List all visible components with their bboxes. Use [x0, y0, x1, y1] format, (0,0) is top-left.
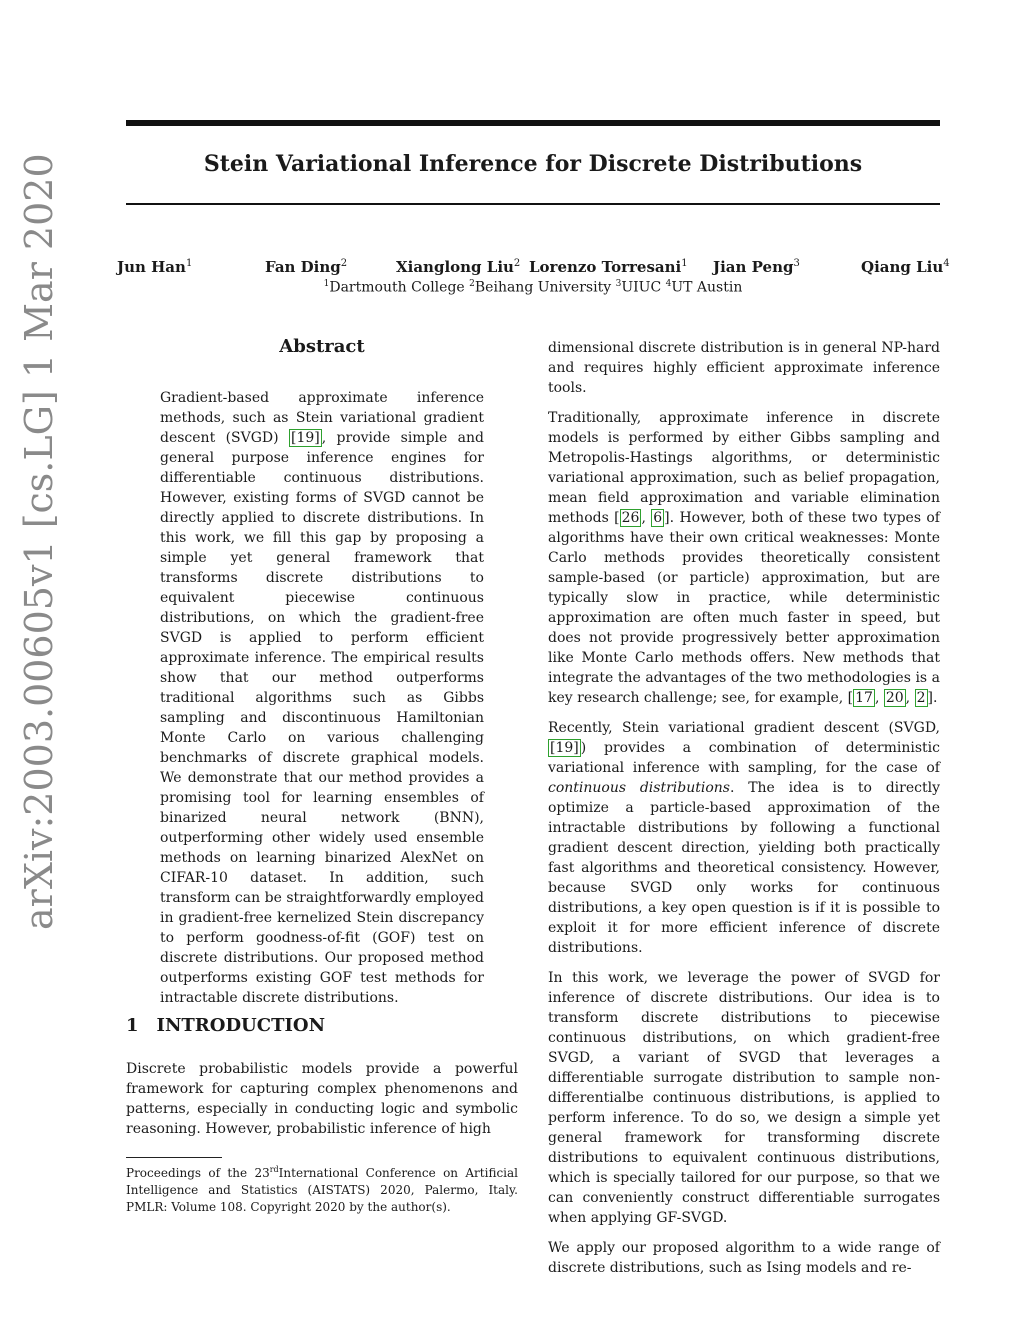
right-column [548, 338, 940, 1288]
abstract-heading: Abstract [279, 336, 365, 357]
paper-title: Stein Variational Inference for Discrete Distributions [203, 151, 863, 177]
section-title: INTRODUCTION [156, 1015, 326, 1036]
paragraph: dimensional discrete distribution is in general NP-hard and requires highly efficient approximate inference tools. [548, 340, 940, 396]
paragraph: We apply our proposed algorithm to a wide range of discrete distributions, such as Ising models and re- [548, 1240, 940, 1276]
author-4: Lorenzo Torresani$^1$ [529, 258, 688, 276]
introduction-paragraph: Discrete probabilistic models provide a powerful framework for capturing complex phenomenons and patterns, especially in conducting logic and symbolic reasoning. However, probabilistic inference of high [126, 1061, 518, 1137]
paragraph: Traditionally, approximate inference in discrete models is performed by either Gibbs sampling and Metropolis-Hastings algorithms, or deterministic variational approximation, such as belief propagation, mean field approximation and variable elimination methods [ 26 , 6 ]. However, both of these two types of algorithms have their own critical weaknesses: Monte Carlo methods provides theoretically consistent sample-based (or particle) approximation, but are typically slow in practice, while deterministic approximation are often much faster in speed, but does not provide progressively better approximation like Monte Carlo methods offers. New methods that integrate the advantages of the two methodologies is a key research challenge; see, for example, [ 17 , 20 , 2 ]. [548, 410, 940, 706]
citation-link[interactable]: 2 [916, 690, 926, 706]
author-2: Fan Ding$^2$ [265, 258, 348, 276]
author-5: Jian Peng$^3$ [713, 258, 800, 276]
section-heading-introduction [126, 1015, 325, 1036]
arxiv-stamp: arXiv:2003.00605v1 [cs.LG] 1 Mar 2020 [17, 153, 61, 930]
section-number: 1 [126, 1015, 139, 1036]
author-3: Xianglong Liu$^2$ [396, 258, 521, 276]
paragraph: Recently, Stein variational gradient descent (SVGD, [19] ) provides a combination of deterministic variational inference with sampling, for the case of continuous distributions. The idea is to directly optimize a particle-based approximation of the intractable distributions by following a functional gradient descent direction, yielding both practically fast algorithms and theoretical consistency. However, because SVGD only works for continuous distributions, a key open question is if it is possible to exploit it for more efficient inference of discrete distributions. [548, 720, 940, 956]
top-rule [126, 120, 940, 126]
citation-link[interactable]: 17 [855, 690, 873, 706]
citation-link[interactable]: 20 [885, 690, 904, 706]
author-6: Qiang Liu$^4$ [861, 258, 950, 276]
abstract-body: Gradient-based approximate inference methods, such as Stein variational gradient descent (SVGD) [19] , provide simple and general purpose inference engines for differentiable continuous distributions. However, existing forms of SVGD cannot be directly applied to discrete distributions. In this work, we fill this gap by proposing a simple yet general framework that transforms discrete distributions to equivalent piecewise continuous distributions, on which the gradient-free SVGD is applied to perform efficient approximate inference. The empirical results show that our method outperforms traditional algorithms such as Gibbs sampling and discontinuous Hamiltonian Monte Carlo on various challenging benchmarks of discrete graphical models. We demonstrate that our method provides a promising tool for learning ensembles of binarized neural network (BNN), outperforming other widely used ensemble methods on learning binarized AlexNet on CIFAR-10 dataset. In addition, such transform can be straightforwardly employed in gradient-free kernelized Stein discrepancy to perform goodness-of-fit (GOF) test on discrete distributions. Our proposed method outperforms existing GOF test methods for intractable discrete distributions. [160, 390, 484, 1006]
affiliations: $^1$Dartmouth College $^2$Beihang University $^3$UIUC $^4$UT Austin [323, 279, 743, 296]
citation-link[interactable]: 26 [621, 510, 640, 526]
title-rule [126, 203, 940, 205]
footnote-rule [126, 1157, 222, 1158]
citation-link[interactable]: [19] [290, 430, 320, 446]
author-1: Jun Han$^1$ [117, 258, 193, 276]
paragraph: In this work, we leverage the power of SVGD for inference of discrete distributions. Our idea is to transform discrete distributions to piecewise continuous distributions, on which gradient-free SVGD, a variant of SVGD that leverages a differentiable surrogate distribution to sample non-differentialbe continuous distributions, is applied to perform inference. To do so, we design a simple yet general framework for transforming discrete distributions to equivalent continuous distributions, which is specially tailored for our purpose, so that we can conveniently construct differentiable surrogates when applying GF-SVGD. [548, 970, 940, 1226]
citation-link[interactable]: 6 [653, 510, 663, 526]
citation-link[interactable]: [19] [550, 740, 579, 756]
footnote: Proceedings of the 23rdInternational Conference on Artificial Intelligence and Statistics (AISTATS) 2020, Palermo, Italy. PMLR: Volume 108. Copyright 2020 by the author(s). [126, 1165, 519, 1214]
